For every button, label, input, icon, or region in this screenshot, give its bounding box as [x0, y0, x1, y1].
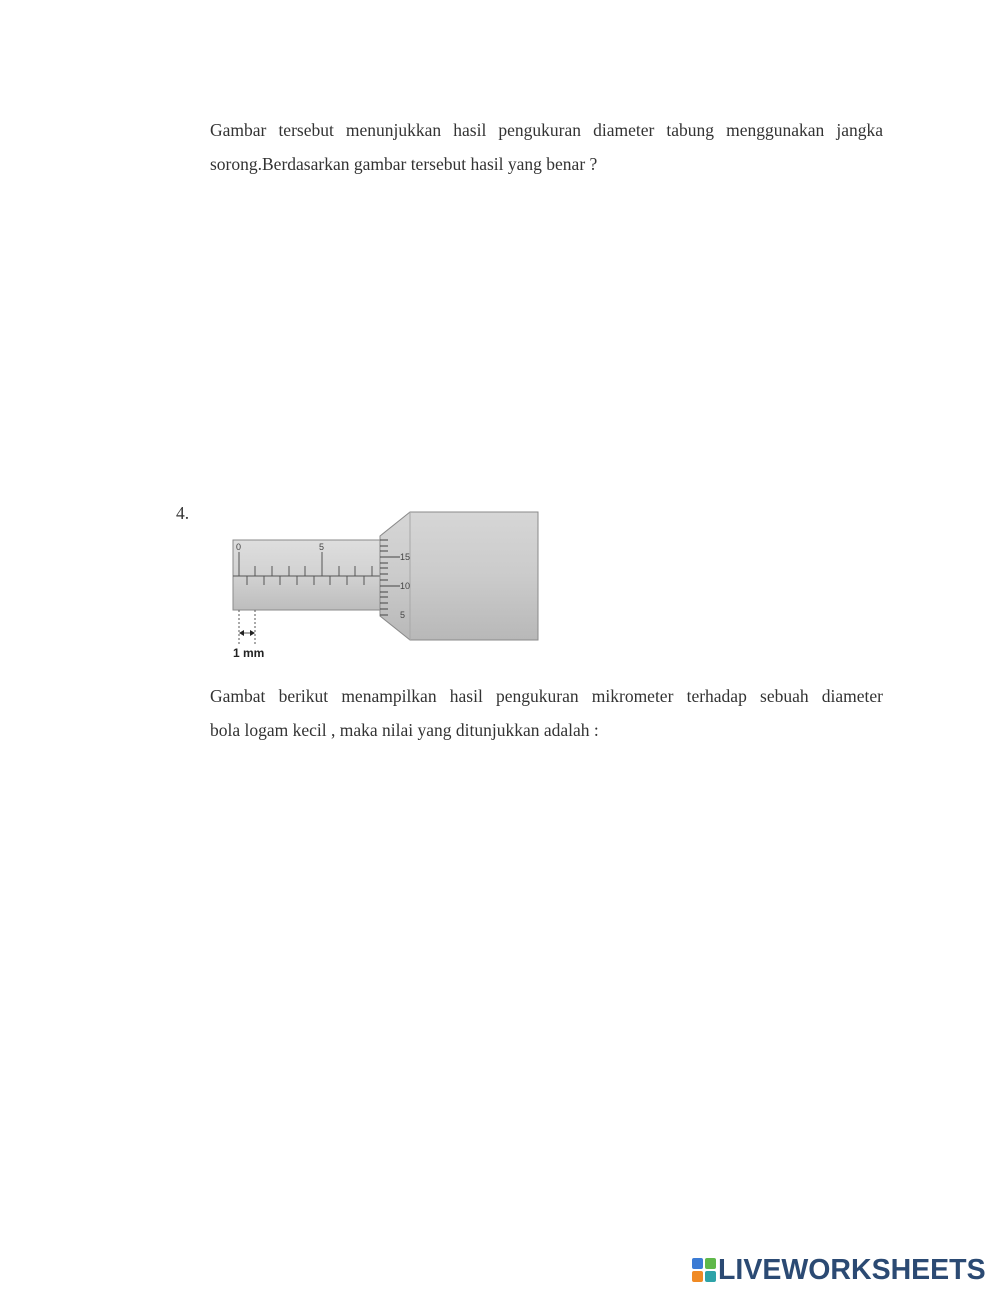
sleeve-label-5: 5	[319, 542, 325, 552]
unit-label: 1 mm	[233, 646, 265, 660]
question-4-number: 4.	[176, 503, 190, 523]
one-mm-indicator	[239, 610, 255, 644]
question-4-text	[210, 679, 883, 747]
question-3-text	[210, 113, 883, 181]
micrometer-image	[225, 506, 545, 666]
thimble-label-5: 5	[400, 610, 406, 620]
brand-name: LIVEWORKSHEETS	[718, 1254, 986, 1286]
micrometer-thimble	[380, 512, 538, 640]
thimble-label-10: 10	[400, 581, 411, 591]
liveworksheets-icon	[692, 1258, 716, 1282]
question-3-line-1: Gambar tersebut menunjukkan hasil pengukuran diameter tabung menggunakan jangka	[210, 120, 883, 140]
question-4-line-1: Gambat berikut menampilkan hasil pengukuran mikrometer terhadap sebuah diameter	[210, 686, 883, 706]
arrow-left-icon	[239, 630, 244, 636]
question-4-line-2: bola logam kecil , maka nilai yang ditunjukkan adalah :	[210, 720, 599, 740]
question-3-line-2: sorong.Berdasarkan gambar tersebut hasil yang benar ?	[210, 154, 598, 174]
liveworksheets-logo	[692, 1253, 986, 1287]
arrow-right-icon	[250, 630, 255, 636]
sleeve-label-0: 0	[236, 542, 242, 552]
thimble-label-15: 15	[400, 552, 411, 562]
